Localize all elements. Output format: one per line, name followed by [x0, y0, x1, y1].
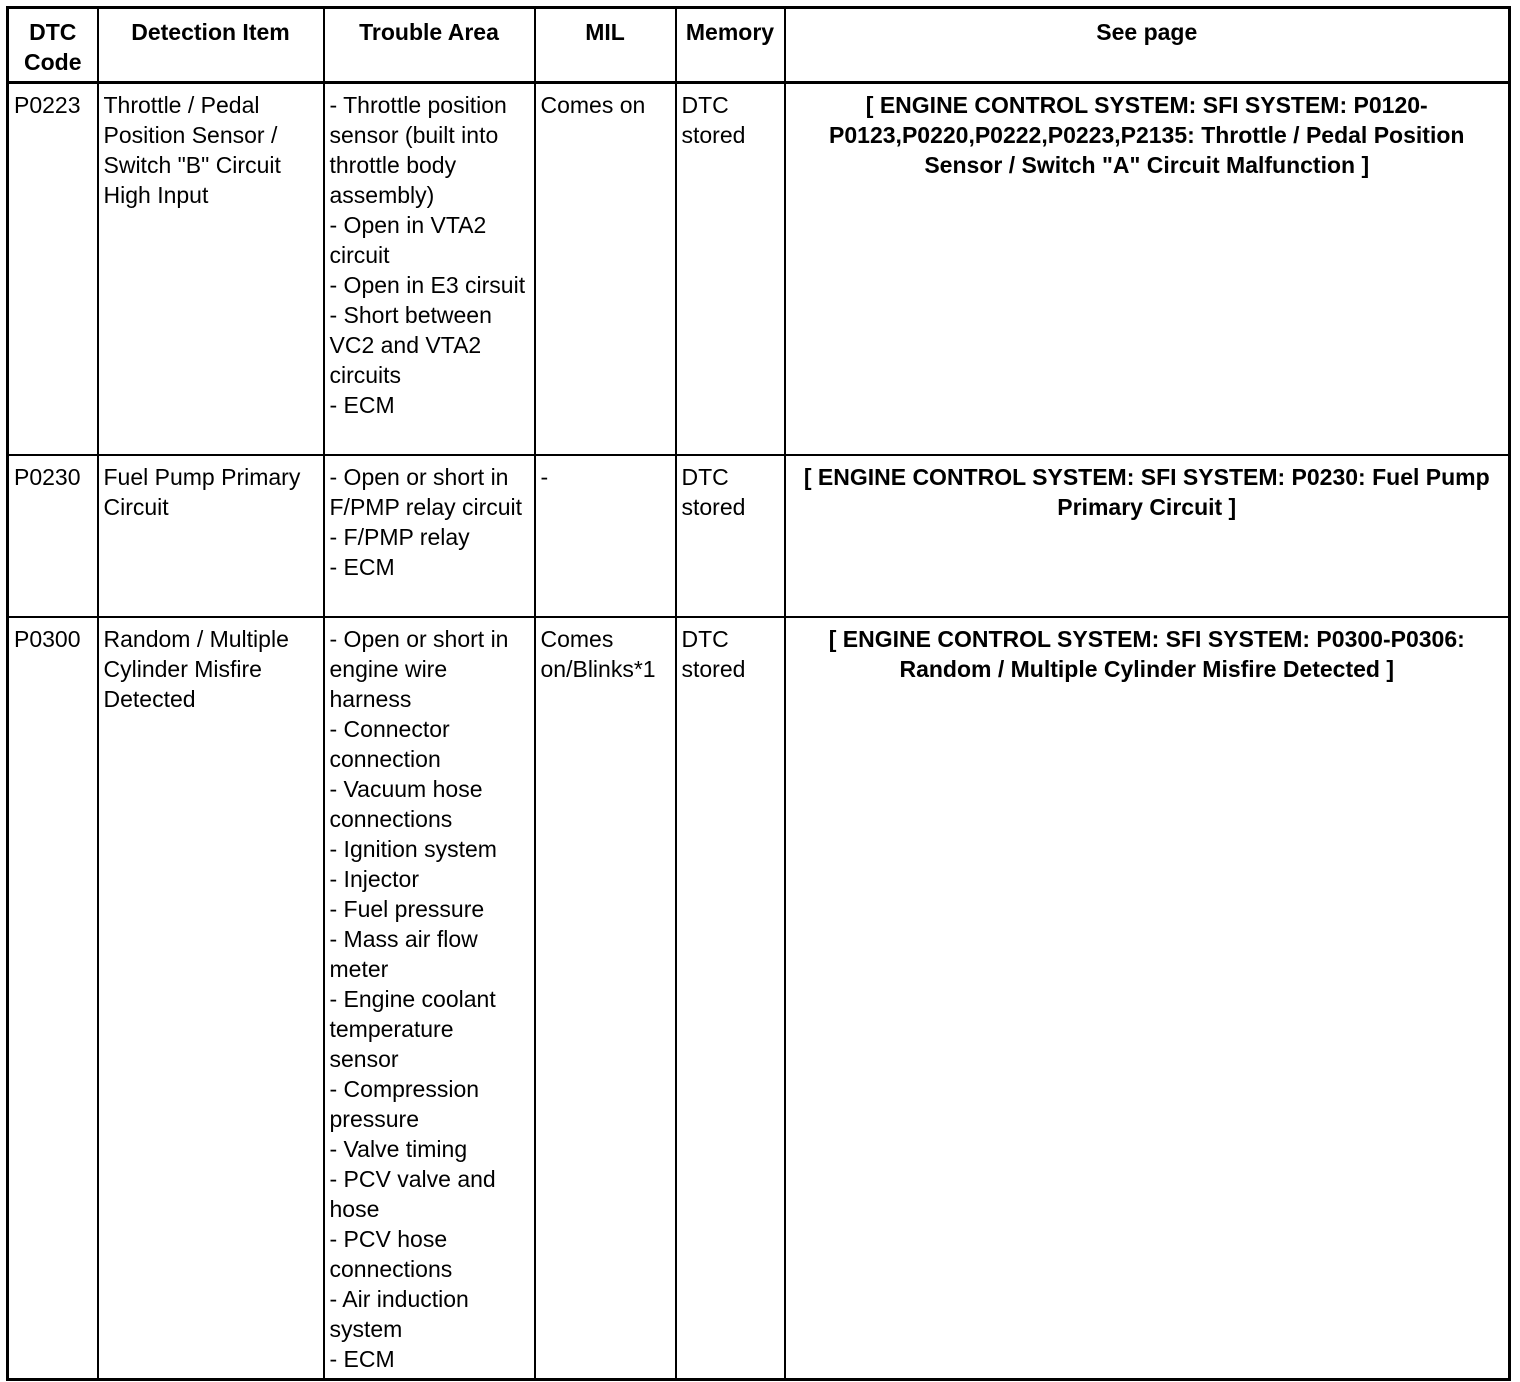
trouble-area-line: - Open in E3 cirsuit	[329, 272, 526, 298]
trouble-area-line: - Injector	[329, 865, 419, 892]
trouble-area-line: - PCV valve and hose	[329, 1165, 496, 1222]
trouble-area-line: - ECM	[329, 392, 395, 418]
header-dtc-code: DTC Code	[8, 8, 98, 83]
mil-cell: Comes on	[535, 83, 676, 455]
trouble-area-line: - Throttle position sensor (built into throttle body assembly)	[329, 92, 507, 208]
mil-cell: -	[535, 455, 676, 617]
memory-cell: DTC stored	[676, 617, 785, 1380]
dtc-code-cell: P0223	[8, 83, 98, 455]
dtc-table	[6, 6, 1511, 1381]
memory-cell: DTC stored	[676, 83, 785, 455]
detection-item-cell: Random / Multiple Cylinder Misfire Detected	[98, 617, 324, 1380]
trouble-area-line: - Vacuum hose connections	[329, 775, 483, 832]
header-memory: Memory	[676, 8, 785, 83]
trouble-area-line: - Fuel pressure	[329, 895, 485, 922]
trouble-area-line: - Mass air flow meter	[329, 925, 478, 982]
table-row	[8, 617, 1510, 1380]
trouble-area-line: - Open or short in engine wire harness	[329, 625, 509, 712]
trouble-area-line: - Short between VC2 and VTA2 circuits	[329, 302, 492, 388]
trouble-area-line: - Air induction system	[329, 1285, 469, 1342]
see-page-link[interactable]: [ ENGINE CONTROL SYSTEM: SFI SYSTEM: P0300-P0306: Random / Multiple Cylinder Misfire Detected ]	[785, 617, 1510, 1380]
header-trouble-area: Trouble Area	[324, 8, 535, 83]
trouble-area-line: - Open in VTA2 circuit	[329, 212, 487, 268]
trouble-area-line: - Valve timing	[329, 1135, 468, 1162]
trouble-area-cell	[324, 617, 535, 1380]
header-detection-item: Detection Item	[98, 8, 324, 83]
dtc-code-cell: P0230	[8, 455, 98, 617]
table-header-row	[8, 8, 1510, 83]
table-row	[8, 83, 1510, 455]
dtc-code-cell: P0300	[8, 617, 98, 1380]
mil-cell: Comes on/Blinks*1	[535, 617, 676, 1380]
trouble-area-line: - Compression pressure	[329, 1075, 480, 1132]
trouble-area-line: - Engine coolant temperature sensor	[329, 985, 496, 1072]
see-page-link[interactable]: [ ENGINE CONTROL SYSTEM: SFI SYSTEM: P0230: Fuel Pump Primary Circuit ]	[785, 455, 1510, 617]
header-mil: MIL	[535, 8, 676, 83]
trouble-area-line: - F/PMP relay	[329, 523, 470, 550]
trouble-area-line: - ECM	[329, 553, 395, 580]
trouble-area-line: - ECM	[329, 1345, 395, 1372]
trouble-area-line: - Open or short in F/PMP relay circuit	[329, 463, 523, 520]
trouble-area-cell	[324, 83, 535, 455]
detection-item-cell: Throttle / Pedal Position Sensor / Switch "B" Circuit High Input	[98, 83, 324, 455]
table-row	[8, 455, 1510, 617]
trouble-area-line: - Connector connection	[329, 715, 450, 772]
detection-item-cell: Fuel Pump Primary Circuit	[98, 455, 324, 617]
trouble-area-cell	[324, 455, 535, 617]
see-page-link[interactable]: [ ENGINE CONTROL SYSTEM: SFI SYSTEM: P0120-P0123,P0220,P0222,P0223,P2135: Throttle / Pedal Position Sensor / Switch "A" Circuit Malfunction ]	[785, 83, 1510, 455]
header-see-page: See page	[785, 8, 1510, 83]
memory-cell: DTC stored	[676, 455, 785, 617]
trouble-area-line: - Ignition system	[329, 835, 497, 862]
trouble-area-line: - PCV hose connections	[329, 1225, 453, 1282]
